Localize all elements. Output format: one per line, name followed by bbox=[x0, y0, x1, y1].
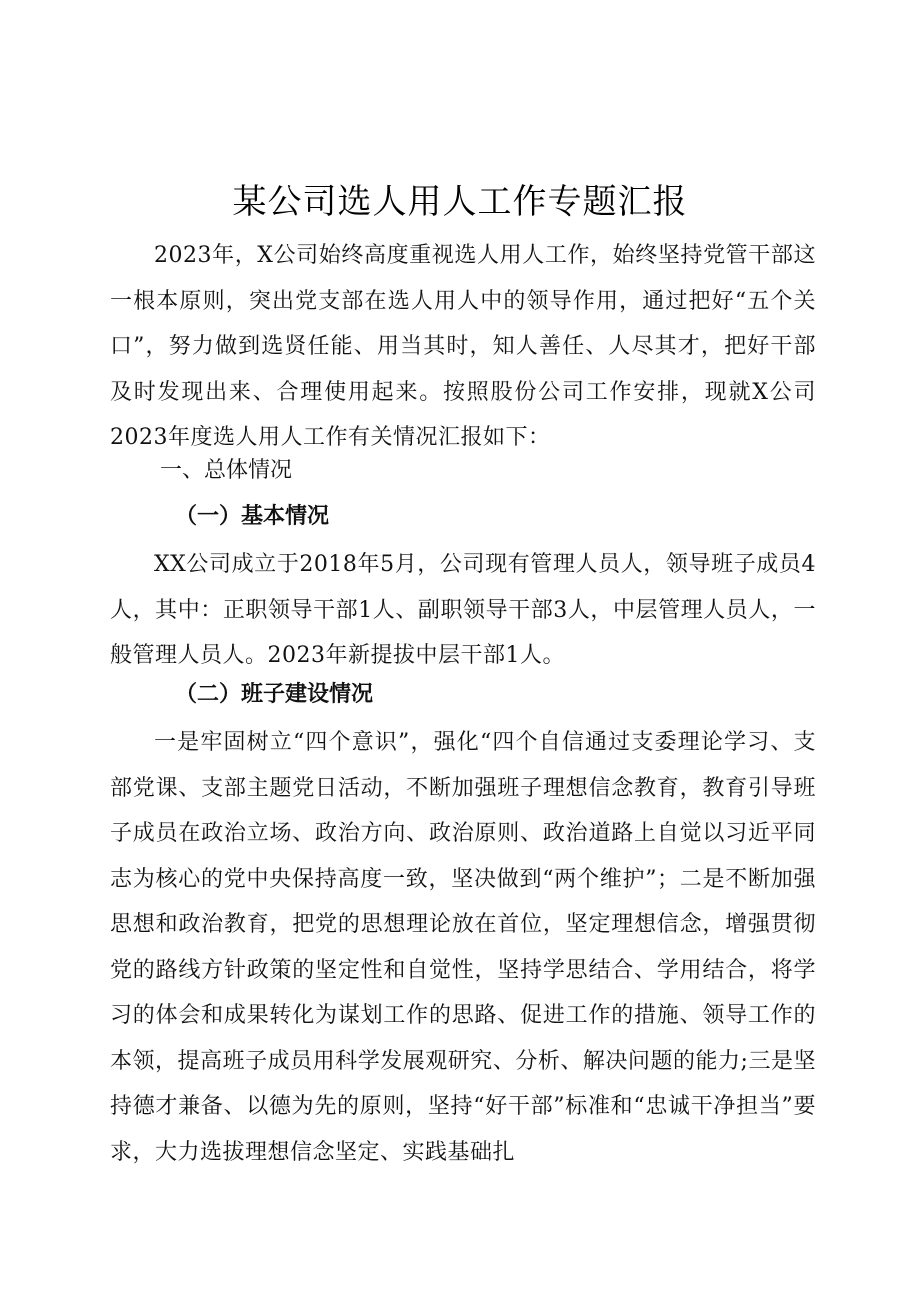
subsection-heading-team: （二）班子建设情况 bbox=[175, 681, 374, 707]
basic-situation-paragraph: XX公司成立于2018年5月，公司现有管理人员人，领导班子成员4人，其中：正职领导干部1人、副职领导干部3人，中层管理人员人，一般管理人员人。2023年新提拔中层干部1人。 bbox=[110, 552, 816, 668]
team-building-paragraph: 一是牢固树立“四个意识”，强化“四个自信通过支委理论学习、支部党课、支部主题党日活动，不断加强班子理想信念教育，教育引导班子成员在政治立场、政治方向、政治原则、政治道路上自觉以习近平同志为核心的党中央保持高度一致，坚决做到“两个维护”；二是不断加强思想和政治教育，把党的思想理论放在首位，坚定理想信念，增强贯彻党的路线方针政策的坚定性和自觉性，坚持学思结合、学用结合，将学习的体会和成果转化为谋划工作的思路、促进工作的措施、领导工作的本领，提高班子成员用科学发展观研究、分析、解决问题的能力;三是坚持德才兼备、以德为先的原则，坚持“好干部”标准和“忠诚干净担当”要求，大力选拔理想信念坚定、实践基础扎 bbox=[110, 730, 816, 1165]
subsection-heading-basic: （一）基本情况 bbox=[175, 503, 330, 529]
document-title: 某公司选人用人工作专题汇报 bbox=[232, 182, 688, 222]
section-heading-overall: 一、总体情况 bbox=[160, 458, 293, 483]
intro-paragraph: 2023年，X公司始终高度重视选人用人工作，始终坚持党管干部这一根本原则，突出党支部在选人用人中的领导作用，通过把好“五个关口”，努力做到选贤任能、用当其时，知人善任、人尽其才，把好干部及时发现出来、合理使用起来。按照股份公司工作安排，现就X公司2023年度选人用人工作有关情况汇报如下： bbox=[110, 243, 816, 450]
